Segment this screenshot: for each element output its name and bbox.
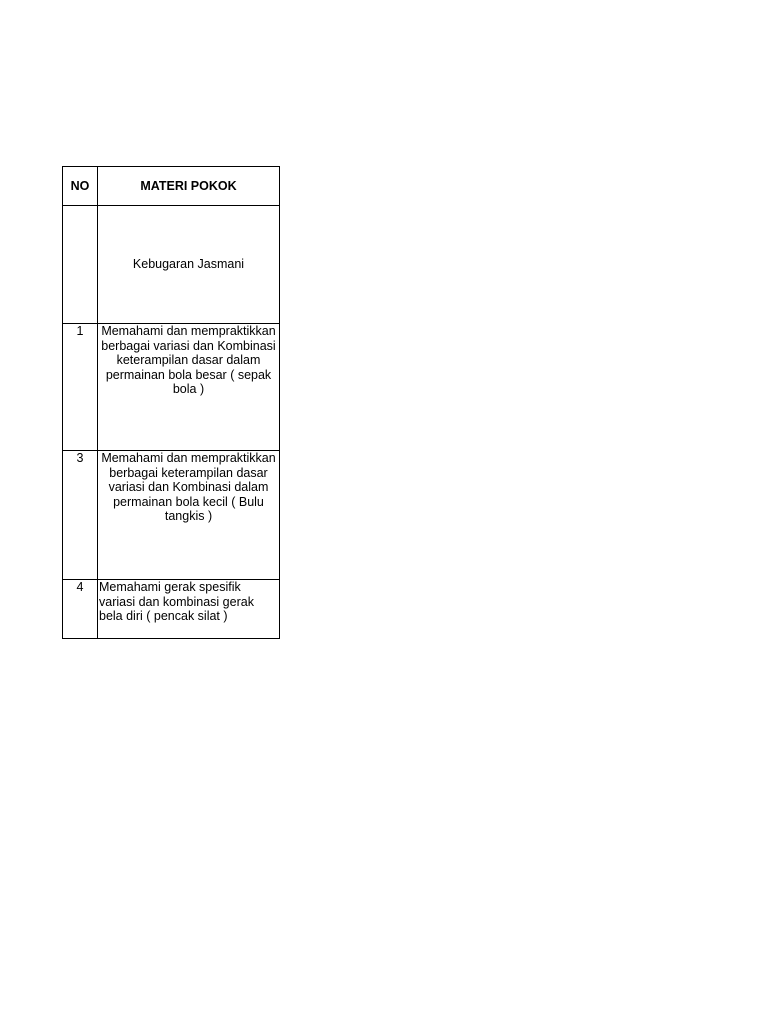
table-row — [63, 206, 280, 324]
materi-pokok-table — [62, 166, 280, 639]
header-no: NO — [63, 167, 98, 206]
header-materi-pokok: MATERI POKOK — [98, 167, 280, 206]
row-number — [63, 206, 98, 324]
table-row — [63, 580, 280, 639]
row-materi: Memahami dan mempraktikkan berbagai keterampilan dasar variasi dan Kombinasi dalam permainan bola kecil ( Bulu tangkis ) — [98, 451, 280, 580]
row-number: 1 — [63, 324, 98, 451]
row-number: 3 — [63, 451, 98, 580]
table-row — [63, 451, 280, 580]
table-row — [63, 324, 280, 451]
row-materi: Memahami gerak spesifik variasi dan kombinasi gerak bela diri ( pencak silat ) — [98, 580, 280, 639]
row-materi: Kebugaran Jasmani — [98, 206, 280, 324]
row-materi: Memahami dan mempraktikkan berbagai variasi dan Kombinasi keterampilan dasar dalam permainan bola besar ( sepak bola ) — [98, 324, 280, 451]
row-number: 4 — [63, 580, 98, 639]
table-header-row — [63, 167, 280, 206]
